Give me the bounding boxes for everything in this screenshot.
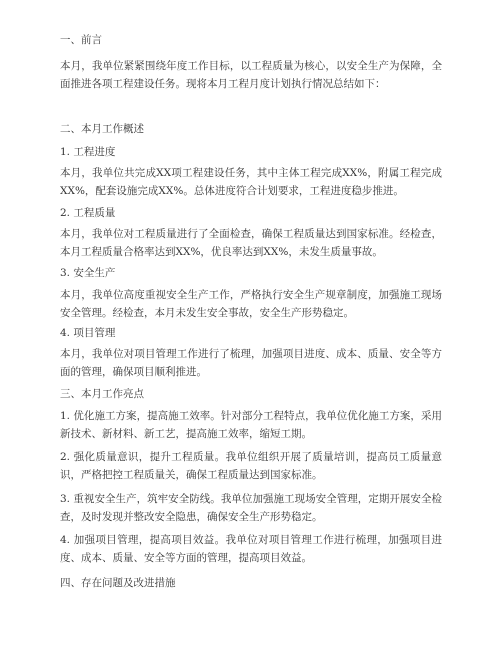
subsection-2-4-heading: 4. 项目管理 xyxy=(60,327,116,339)
highlight-item-4: 4. 加强项目管理，提高项目效益。我单位对项目管理工作进行梳理，加强项目进度、成本、质量、安全等方面的管理，提高项目效益。 xyxy=(60,534,442,564)
subsection-2-4-paragraph: 本月，我单位对项目管理工作进行了梳理，加强项目进度、成本、质量、安全等方面的管理，确保项目顺利推进。 xyxy=(60,348,442,378)
section-2-heading: 二、本月工作概述 xyxy=(60,123,144,135)
subsection-2-1-heading: 1. 工程进度 xyxy=(60,146,116,158)
subsection-2-3-paragraph: 本月，我单位高度重视安全生产工作，严格执行安全生产规章制度，加强施工现场安全管理。经检查，本月未发生安全事故，安全生产形势稳定。 xyxy=(60,289,442,319)
section-3-heading: 三、本月工作亮点 xyxy=(60,388,144,400)
subsection-2-1-paragraph: 本月，我单位共完成XX项工程建设任务，其中主体工程完成XX%，附属工程完成XX%，配套设施完成XX%。总体进度符合计划要求，工程进度稳步推进。 xyxy=(60,167,442,197)
highlight-item-1: 1. 优化施工方案，提高施工效率。针对部分工程特点，我单位优化施工方案，采用新技术、新材料、新工艺，提高施工效率，缩短工期。 xyxy=(60,410,442,440)
highlight-item-3: 3. 重视安全生产，筑牢安全防线。我单位加强施工现场安全管理，定期开展安全检查，及时发现并整改安全隐患，确保安全生产形势稳定。 xyxy=(60,493,442,523)
subsection-2-2-paragraph: 本月，我单位对工程质量进行了全面检查，确保工程质量达到国家标准。经检查，本月工程质量合格率达到XX%，优良率达到XX%，未发生质量事故。 xyxy=(60,228,442,258)
section-4-heading: 四、存在问题及改进措施 xyxy=(60,577,176,589)
section-1-heading: 一、前言 xyxy=(60,34,102,46)
subsection-2-2-heading: 2. 工程质量 xyxy=(60,207,116,219)
highlight-item-2: 2. 强化质量意识，提升工程质量。我单位组织开展了质量培训，提高员工质量意识，严格把控工程质量关，确保工程质量达到国家标准。 xyxy=(60,451,442,481)
subsection-2-3-heading: 3. 安全生产 xyxy=(60,267,116,279)
section-1-paragraph: 本月，我单位紧紧围绕年度工作目标，以工程质量为核心，以安全生产为保障，全面推进各项工程建设任务。现将本月工程月度计划执行情况总结如下： xyxy=(60,60,442,90)
